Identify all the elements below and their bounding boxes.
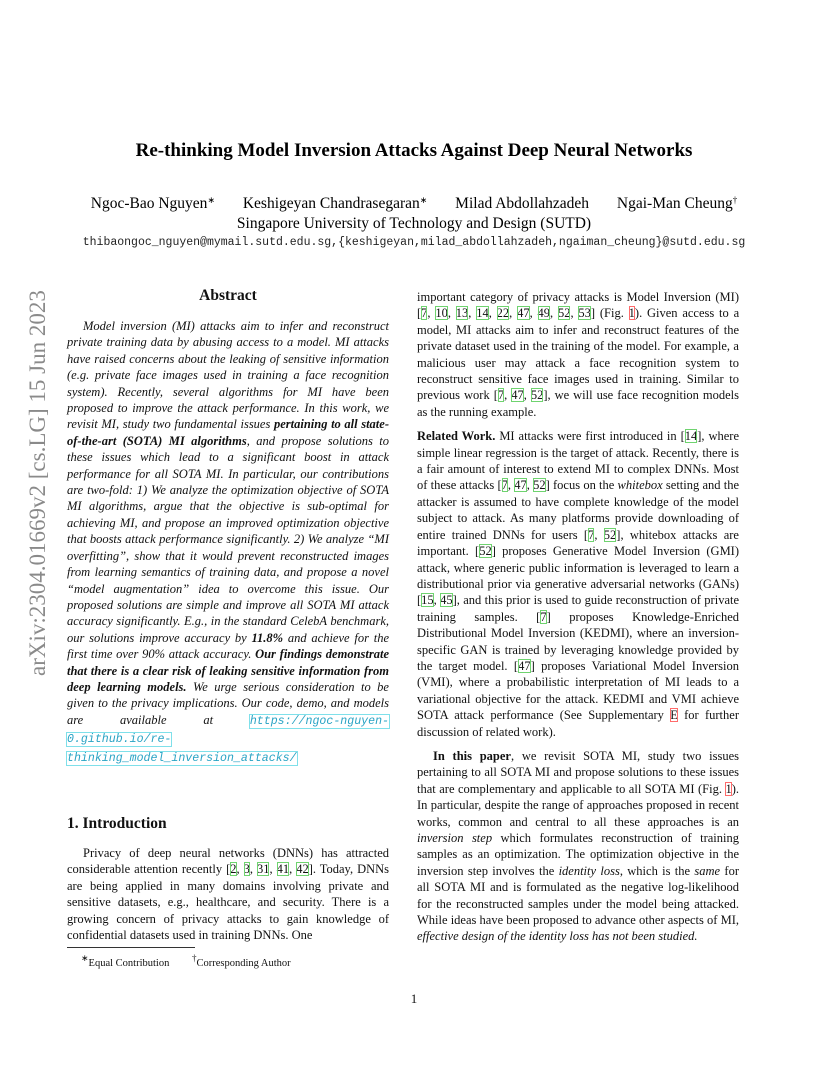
author-affiliation: Singapore University of Technology and Design (SUTD) (236, 215, 592, 232)
citation-link[interactable]: 53 (578, 306, 591, 321)
citation-link[interactable]: 52 (479, 544, 492, 559)
related-work-label: Related Work. (417, 429, 496, 444)
supplementary-reference-link[interactable]: E (670, 708, 678, 723)
citation-link[interactable]: 13 (455, 306, 469, 321)
footnote-corresponding-author: †Corresponding Author (191, 953, 291, 969)
citation-link[interactable]: 10 (435, 306, 448, 321)
right-column (417, 289, 739, 945)
footnote-divider (67, 947, 195, 948)
citation-link[interactable]: 14 (476, 306, 489, 321)
author-emails: thibaongoc_nguyen@mymail.sutd.edu.sg,{keshigeyan,milad_abdollahzadeh,ngaiman_cheung}@sutd.edu.sg (82, 236, 746, 249)
citation-link[interactable]: 14 (684, 429, 698, 444)
citation-link[interactable]: 7 (540, 609, 547, 624)
citation-link[interactable]: 7 (501, 478, 508, 493)
citation-link[interactable]: 41 (276, 862, 290, 877)
figure-reference-link[interactable]: 1 (725, 781, 732, 796)
arxiv-identifier-stamp: arXiv:2304.01669v2 [cs.LG] 15 Jun 2023 (25, 290, 50, 676)
citation-link[interactable]: 31 (256, 862, 270, 877)
this-paper-paragraph: In this paper, we revisit SOTA MI, study two issues pertaining to all SOTA MI and propose solutions to these issues that are complementary and applicable to all SOTA MI (Fig. 1). In particular, despite the range of approaches proposed in recent works, common and central to all these approaches is an inversion step which formulates reconstruction of training samples as an optimization. The optimization objective in the inversion step involves the identity loss, which is the same for all SOTA MI and is formulated as the negative log-likelihood for the reconstructed samples under the model being attacked. While ideas have been proposed to advance other aspects of MI, effective design of the identity loss has not been studied. (417, 748, 739, 944)
author-name: Ngoc-Bao Nguyen∗ (90, 195, 215, 212)
author-name: Ngai-Man Cheung† (616, 195, 738, 212)
abstract-body: Model inversion (MI) attacks aim to infer and reconstruct private training data by abusing access to a model. MI attacks have raised concerns about the leaking of sensitive information (e.g. private face images used in training a face recognition system). Recently, several algorithms for MI have been proposed to improve the attack performance. In this work, we revisit MI, study two fundamental issues pertaining to all state-of-the-art (SOTA) MI algorithms, and propose solutions to these issues which lead to a significant boost in attack performance for all SOTA MI. In particular, our contributions are two-fold: 1) We analyze the optimization objective of SOTA MI algorithms, argue that the objective is sub-optimal for achieving MI, and propose an improved optimization objective that boosts attack performance significantly. 2) We analyze “MI overfitting”, show that it would prevent reconstructed images from learning semantics of training data, and propose a novel “model augmentation” idea to overcome this issue. Our proposed solutions are simple and improve all SOTA MI attack accuracy significantly. E.g., in the standard CelebA benchmark, our solutions improve accuracy by 11.8% and achieve for the first time over 90% attack accuracy. Our findings demonstrate that there is a clear risk of leaking sensitive information from deep learning models. We urge serious consideration to be given to the privacy implications. Our code, demo, and models are available at https://ngoc-nguyen-0.github.io/re- thinking_model_inversion_attacks/ (67, 319, 390, 765)
figure-reference-link[interactable]: 1 (628, 306, 635, 321)
citation-link[interactable]: 49 (537, 306, 551, 321)
related-work-paragraph: Related Work. MI attacks were first introduced in [14], where simple linear regression is the target of attack. Recently, there is a fair amount of interest to extend MI to complex DNNs. Most of these attacks [7, 47, 52] focus on the whitebox setting and the attacker is assumed to have complete knowledge of the model subject to attack. As many platforms provide downloading of entire trained DNNs for users [7, 52], whitebox attacks are important. [52] proposes Generative Model Inversion (GMI) attack, where generic public information is leveraged to learn a distributional prior via generative adversarial networks (GANs) [15, 45], and this prior is used to guide reconstruction of private training samples. [7] proposes Knowledge-Enriched Distributional Model Inversion (KEDMI), where an inversion-specific GAN is trained by leveraging knowledge provided by the target model. [47] proposes Variational Model Inversion (VMI), where a probabilistic interpretation of MI leads to a variational objective for the attack. KEDMI and VMI achieve SOTA attack performance (See Supplementary E for further discussion of related work). (417, 429, 740, 739)
citation-link[interactable]: 7 (421, 306, 428, 321)
code-link[interactable]: https://ngoc-nguyen-0.github.io/re- thinking_model_inversion_attacks/ (67, 714, 389, 765)
citation-link[interactable]: 2 (230, 862, 237, 877)
citation-link[interactable]: 15 (421, 593, 434, 608)
footnotes (67, 952, 389, 970)
section-heading-introduction: 1. Introduction (67, 814, 167, 832)
paper-title: Re-thinking Model Inversion Attacks Against Deep Neural Networks (135, 140, 693, 161)
citation-link[interactable]: 47 (511, 388, 524, 403)
left-column (67, 287, 389, 943)
footnote-equal-contribution: ∗Equal Contribution (81, 953, 170, 969)
citation-link[interactable]: 52 (530, 388, 544, 403)
author-name: Keshigeyan Chandrasegaran∗ (242, 195, 428, 212)
citation-link[interactable]: 22 (496, 306, 510, 321)
citation-link[interactable]: 42 (296, 862, 309, 877)
introduction-paragraph-continued: important category of privacy attacks is Model Inversion (MI) [7, 10, 13, 14, 22, 47, 49, 52, 53] (Fig. 1). Given access to a model, MI attacks aim to infer and reconstruct features of the private dataset used in the training of the model. For example, a malicious user may attack a face recognition system to reconstruct sensitive face images used in training. Similar to previous work [7, 47, 52], we will use face recognition models as the running example. (417, 290, 740, 419)
page-number: 1 (410, 991, 418, 1006)
author-list (0, 195, 828, 213)
citation-link[interactable]: 47 (517, 306, 530, 321)
citation-link[interactable]: 47 (514, 478, 527, 493)
citation-link[interactable]: 45 (440, 593, 453, 608)
this-paper-label: In this paper (433, 748, 511, 763)
citation-link[interactable]: 47 (518, 658, 531, 673)
citation-link[interactable]: 7 (588, 527, 595, 542)
author-name: Milad Abdollahzadeh (455, 195, 590, 212)
citation-link[interactable]: 3 (243, 862, 250, 877)
introduction-paragraph: Privacy of deep neural networks (DNNs) has attracted considerable attention recently [2, 3, 31, 41, 42]. Today, DNNs are being applied in many domains involving private and sensitive datasets, e.g., healthcare, and security. There is a growing concern of privacy attacks to gain knowledge of confidential datasets used in training DNNs. One (67, 845, 390, 942)
abstract-heading: Abstract (199, 287, 257, 304)
citation-link[interactable]: 52 (533, 478, 546, 493)
citation-link[interactable]: 52 (603, 527, 617, 542)
citation-link[interactable]: 7 (497, 388, 505, 403)
citation-link[interactable]: 52 (557, 306, 571, 321)
